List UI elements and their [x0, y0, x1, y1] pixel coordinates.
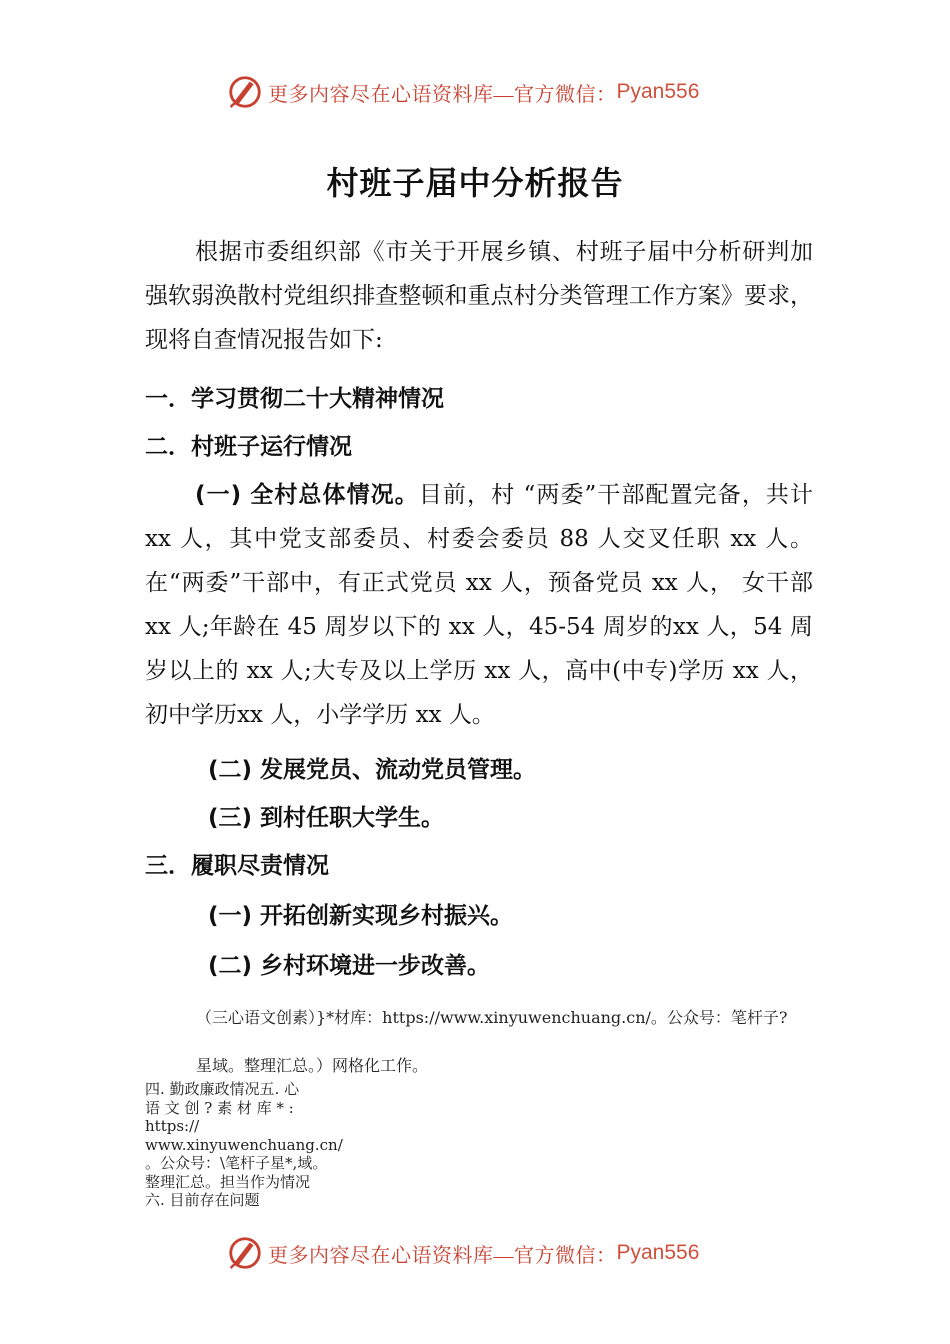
tiny-text-line: https:// — [145, 1117, 200, 1135]
section-heading-2: 二．村班子运行情况 — [145, 434, 352, 460]
watermark-text: 更多内容尽在心语资料库—官方微信： — [268, 83, 617, 106]
subsection-heading-3-2: (二) 乡村环境进一步改善。 — [208, 953, 491, 979]
section-heading-3: 三．履职尽责情况 — [145, 853, 329, 879]
tiny-text-line: 四. 勤政廉政情况五. 心 — [145, 1080, 300, 1098]
overall-situation-paragraph — [145, 473, 813, 737]
overall-situation-text: 目前，村 “两委”干部配置完备，共计 xx 人，其中党支部委员、村委会委员 88 人交叉任职 xx 人。在“两委”干部中，有正式党员 xx 人，预备党员 xx 人， 女干部 xx 人;年龄在 45 周岁以下的 xx 人，45-54 周岁的xx 人，54 周岁以上的 xx 人;大专及以上学历 xx 人，高中(中专)学历 xx 人，初中学历xx 人，小学学历 xx 人。 — [145, 482, 814, 728]
watermark-banner-bottom — [226, 1231, 699, 1275]
tiny-text-line: 语 文 创 ? 素 材 库 * : — [145, 1098, 294, 1117]
tiny-text-line: 。公众号：\笔杆子星*,域。 — [145, 1154, 328, 1172]
tiny-text-line: www.xinyuwenchuang.cn/ — [145, 1135, 343, 1154]
brush-logo-icon — [226, 1234, 264, 1272]
tiny-text-block — [145, 1080, 365, 1210]
watermark-banner-top — [226, 70, 699, 114]
subsection-heading-2-3: (三) 到村任职大学生。 — [208, 805, 445, 831]
section-heading-1: 一．学习贯彻二十大精神情况 — [145, 386, 444, 412]
subsection-heading-2-1: (一) 全村总体情况。 — [195, 482, 419, 508]
watermark-wechat-id: Pyan556 — [616, 80, 700, 103]
tiny-text-line: 六. 目前存在问题 — [145, 1191, 260, 1209]
document-title: 村班子届中分析报告 — [326, 164, 624, 202]
small-text-line-1: （三心语文创素）}*材库：https://www.xinyuwenchuang.cn/。公众号：笔杆子? — [196, 1008, 788, 1027]
watermark-wechat-id: Pyan556 — [616, 1241, 700, 1264]
subsection-heading-3-1: (一) 开拓创新实现乡村振兴。 — [208, 903, 514, 929]
intro-paragraph: 根据市委组织部《市关于开展乡镇、村班子届中分析研判加强软弱涣散村党组织排查整顿和重点村分类管理工作方案》要求，现将自查情况报告如下: — [145, 239, 813, 353]
tiny-text-line: 整理汇总。担当作为情况 — [145, 1172, 311, 1191]
small-text-line-2: 星域。整理汇总。）网格化工作。 — [196, 1056, 429, 1075]
brush-logo-icon — [226, 73, 264, 111]
watermark-text: 更多内容尽在心语资料库—官方微信： — [268, 1244, 617, 1267]
subsection-heading-2-2: (二) 发展党员、流动党员管理。 — [208, 757, 537, 783]
